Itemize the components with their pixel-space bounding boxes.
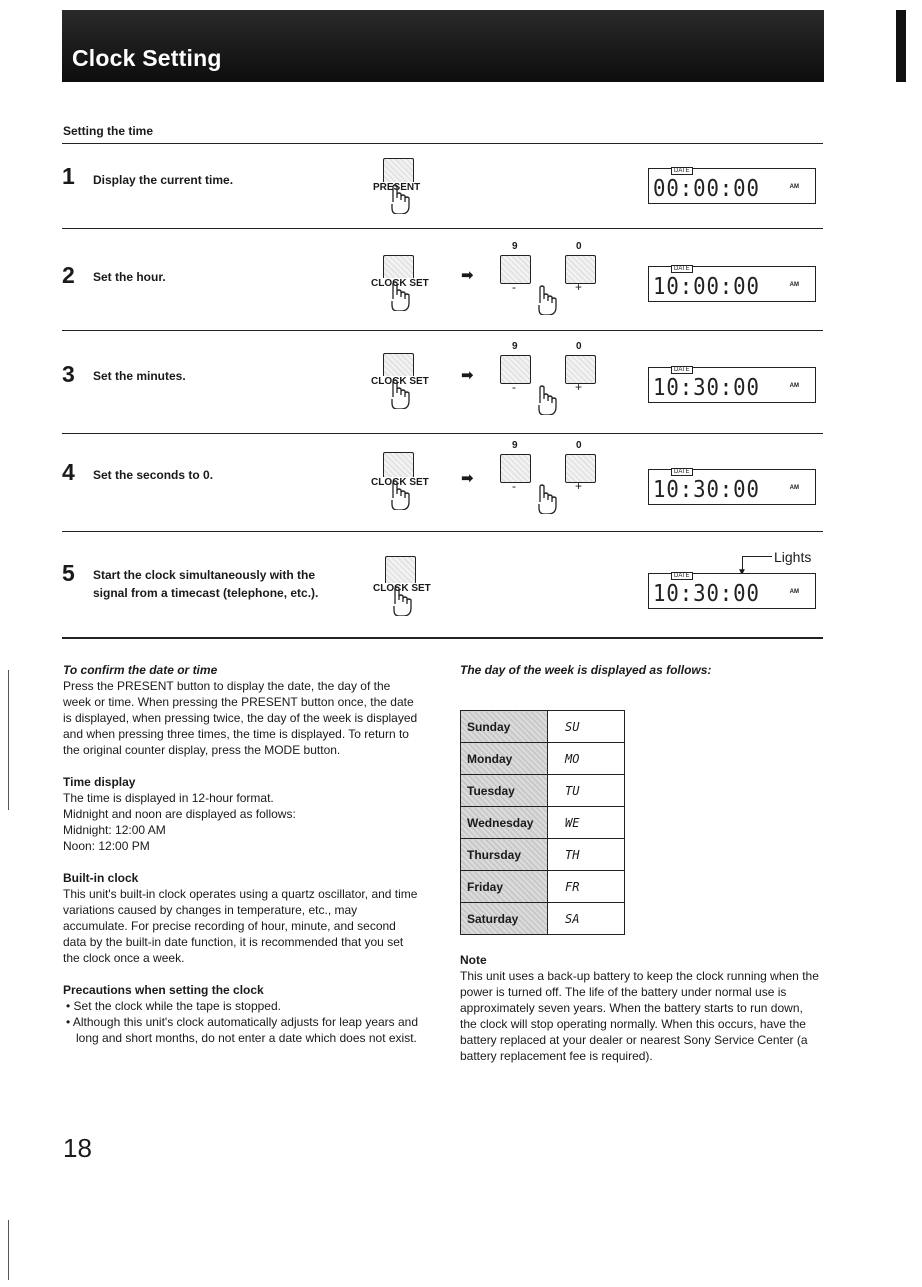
minus-sign: - — [512, 479, 516, 493]
divider — [62, 228, 823, 229]
page-number: 18 — [63, 1133, 92, 1163]
finger-icon — [388, 379, 410, 409]
digit-label: 0 — [576, 341, 582, 352]
step-instruction — [93, 566, 318, 602]
day-code: SA — [548, 903, 625, 935]
finger-icon — [535, 385, 557, 415]
finger-icon — [535, 285, 557, 315]
table-row — [461, 871, 625, 903]
step-instruction: Set the hour. — [93, 270, 166, 284]
finger-icon — [388, 480, 410, 510]
table-row — [461, 743, 625, 775]
plus-sign: + — [575, 479, 583, 493]
clock-set-button-illustration — [368, 452, 434, 512]
confirm-heading: To confirm the date or time — [63, 663, 218, 677]
table-row — [461, 807, 625, 839]
day-name: Sunday — [461, 711, 548, 743]
margin-line — [8, 1220, 9, 1280]
lcd-display — [648, 573, 816, 609]
day-code: TU — [548, 775, 625, 807]
date-badge: DATE — [671, 468, 693, 476]
step-number: 3 — [62, 361, 75, 387]
lcd-display — [648, 469, 816, 505]
days-heading: The day of the week is displayed as follows: — [460, 663, 712, 677]
step-instruction-line: signal from a timecast (telephone, etc.). — [93, 586, 319, 600]
clock-set-button-illustration — [368, 353, 434, 413]
am-indicator: AM — [789, 485, 799, 491]
section-title: Setting the time — [63, 124, 154, 138]
step-instruction: Display the current time. — [93, 173, 234, 187]
day-code: WE — [548, 807, 625, 839]
lcd-time: 10:00:00 — [653, 274, 760, 300]
builtin-clock-heading: Built-in clock — [63, 871, 139, 885]
clock-set-button-illustration — [368, 255, 434, 315]
button-label: CLOCK SET — [371, 278, 429, 289]
day-code: SU — [548, 711, 625, 743]
finger-icon — [390, 586, 412, 616]
finger-icon — [535, 484, 557, 514]
day-name: Thursday — [461, 839, 548, 871]
note-heading: Note — [460, 953, 487, 967]
lcd-display — [648, 266, 816, 302]
lcd-time: 10:30:00 — [653, 375, 760, 401]
table-row — [461, 903, 625, 935]
button-label: CLOCK SET — [371, 376, 429, 387]
arrow-icon: ➡ — [461, 470, 474, 487]
am-indicator: AM — [789, 589, 799, 595]
arrow-icon: ➡ — [461, 267, 474, 284]
precaution-item: • Set the clock while the tape is stopped. — [66, 999, 281, 1013]
divider — [62, 143, 823, 144]
time-display-line: Noon: 12:00 PM — [63, 839, 150, 853]
day-name: Tuesday — [461, 775, 548, 807]
precautions-list — [63, 998, 418, 1046]
divider — [62, 531, 823, 532]
page-title: Clock Setting — [72, 45, 222, 71]
header-bar — [62, 10, 824, 82]
button-label: CLOCK SET — [373, 583, 431, 594]
day-name: Wednesday — [461, 807, 548, 839]
day-code: MO — [548, 743, 625, 775]
side-tab-marker — [896, 10, 906, 82]
lights-label: Lights — [774, 549, 812, 565]
clock-set-button-illustration — [370, 556, 436, 626]
note-section — [460, 952, 820, 1064]
day-code: TH — [548, 839, 625, 871]
digit-label: 0 — [576, 440, 582, 451]
lcd-time: 10:30:00 — [653, 581, 760, 607]
lcd-time: 00:00:00 — [653, 176, 760, 202]
note-body: This unit uses a back-up battery to keep the clock running when the power is turned off. The life of the battery under normal use is approximately seven years. When the battery starts to run down, the clock will stop operating normally. When this occurs, have the battery replaced at your dealer or nearest Sony Service Center (a battery replacement fee is required). — [460, 969, 819, 1063]
day-name: Monday — [461, 743, 548, 775]
divider — [62, 330, 823, 331]
digit-label: 0 — [576, 241, 582, 252]
clock-set-key — [385, 556, 416, 585]
date-badge: DATE — [671, 366, 693, 374]
day-code: FR — [548, 871, 625, 903]
step-number: 4 — [62, 459, 75, 485]
table-row — [461, 839, 625, 871]
digit-label: 9 — [512, 440, 518, 451]
divider — [62, 637, 823, 639]
finger-icon — [388, 184, 410, 214]
finger-icon — [388, 281, 410, 311]
date-badge: DATE — [671, 265, 693, 273]
time-display-line: Midnight and noon are displayed as follows: — [63, 807, 296, 821]
day-name: Saturday — [461, 903, 548, 935]
plus-sign: + — [575, 380, 583, 394]
table-row — [461, 775, 625, 807]
step-instruction-line: Start the clock simultaneously with the — [93, 568, 316, 582]
time-display-line: The time is displayed in 12-hour format. — [63, 791, 274, 805]
button-label: CLOCK SET — [371, 477, 429, 488]
step-number: 1 — [62, 163, 75, 189]
confirm-body: Press the PRESENT button to display the date, the day of the week or time. When pressing the PRESENT button once, the date is displayed, when pressing twice, the day of the week is displayed and when pressing three times, the time is displayed. To return to the original counter display, press the MODE button. — [63, 679, 418, 757]
time-display-line: Midnight: 12:00 AM — [63, 823, 166, 837]
step-instruction: Set the minutes. — [93, 369, 186, 383]
step-number: 2 — [62, 262, 75, 288]
step-instruction: Set the seconds to 0. — [93, 468, 214, 482]
lights-leader-line — [742, 556, 772, 557]
lcd-time: 10:30:00 — [653, 477, 760, 503]
am-indicator: AM — [789, 383, 799, 389]
plus-sign: + — [575, 280, 583, 294]
divider — [62, 433, 823, 434]
precaution-item: • Although this unit's clock automatically adjusts for leap years and long and short months, do not enter a date which does not exist. — [66, 1015, 419, 1045]
present-button-illustration — [370, 158, 430, 218]
time-display-heading: Time display — [63, 775, 136, 789]
date-badge: DATE — [671, 572, 693, 580]
button-label: PRESENT — [373, 182, 421, 193]
arrow-icon: ➡ — [461, 367, 474, 384]
lcd-display — [648, 168, 816, 204]
lcd-display — [648, 367, 816, 403]
day-of-week-table — [460, 710, 625, 935]
builtin-clock-body: This unit's built-in clock operates using a quartz oscillator, and time variations caused by changes in temperature, etc., may accumulate. For precise recording of hour, minute, and second data by the built-in date function, it is recommended that you set the clock once a week. — [63, 887, 418, 965]
minus-sign: - — [512, 280, 516, 294]
table-row — [461, 711, 625, 743]
minus-sign: - — [512, 380, 516, 394]
margin-line — [8, 670, 9, 810]
am-indicator: AM — [789, 282, 799, 288]
precautions-heading: Precautions when setting the clock — [63, 983, 264, 997]
digit-label: 9 — [512, 241, 518, 252]
digit-label: 9 — [512, 341, 518, 352]
step-number: 5 — [62, 560, 75, 586]
am-indicator: AM — [789, 184, 799, 190]
left-column — [63, 662, 418, 1046]
date-badge: DATE — [671, 167, 693, 175]
day-name: Friday — [461, 871, 548, 903]
